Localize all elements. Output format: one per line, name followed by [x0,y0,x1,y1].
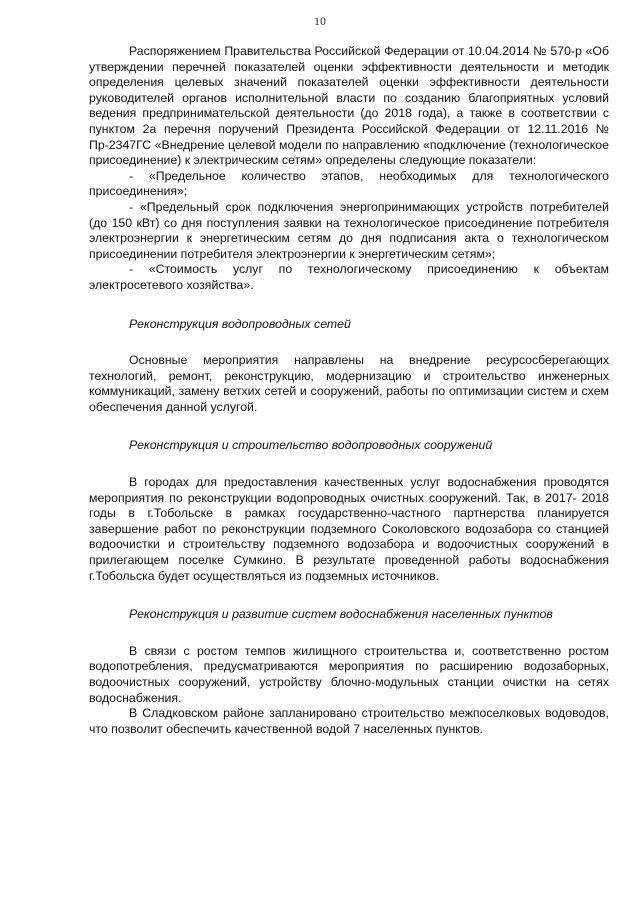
page-number: 10 [314,14,326,28]
section-paragraph: Основные мероприятия направлены на внедрение ресурсосберегающих технологий, ремонт, реконструкцию, модернизацию и строительство инженерных коммуникаций, замену ветхих сетей и сооружений, работы по оптимизации систем и схем обеспечения данной услугой. [89,353,609,414]
document-body [89,44,609,737]
section-paragraph: В связи с ростом темпов жилищного строительства и, соответственно ростом водопотребления, предусматриваются мероприятия по расширению водозаборных, водоочистных сооружений, устройству блочно-модульных станции очистки на сетях водоснабжения. [89,643,609,705]
section-heading: Реконструкция и строительство водопроводных сооружений [129,438,493,453]
section-paragraph: В городах для предоставления качественных услуг водоснабжения проводятся мероприятия по реконструкции водопроводных очистных сооружений. Так, в 2017- 2018 годы в г.Тобольске в рамках государственно-частного партнерства планируется завершение работ по реконструкции подземного Соколовского водозабора со станцией водоочистки и строительству подземного водозабора и водоочистных сооружений в прилегающем поселке Сумкино. В результате проведенной работы водоснабжения г.Тобольска будет осуществляться из подземных источников. [89,475,609,583]
intro-paragraph: Распоряжением Правительства Российской Федерации от 10.04.2014 № 570-р «Об утверждении перечней показателей оценки эффективности деятельности и методик определения целевых значений показателей оценки эффективности деятельности руководителей органов исполнительной власти по созданию благоприятных условий ведения предпринимательской деятельности (до 2018 года), а также в соответствии с пунктом 2а перечня поручений Президента Российской Федерации от 12.11.2016 № Пр-2347ГС «Внедрение целевой модели по направлению «подключение (технологическое присоединение) к электрическим сетям» определены следующие показатели: [89,44,609,168]
section-heading: Реконструкция и развитие систем водоснабжения населенных пунктов [129,607,553,622]
bullet-item: - «Стоимость услуг по технологическому присоединению к объектам электросетевого хозяйства». [89,262,609,292]
bullet-item: - «Предельный срок подключения энергопринимающих устройств потребителей (до 150 кВт) со дня поступления заявки на технологическое присоединение потребителя электроэнергии к энергетическим сетям до дня подписания акта о технологическом присоединении потребителя электроэнергии к энергетическим сетям»; [89,199,609,261]
bullet-item: - «Предельное количество этапов, необходимых для технологического присоединения»; [89,168,609,199]
section-heading: Реконструкция водопроводных сетей [129,316,351,331]
section-paragraph: В Сладковском районе запланировано строительство межпоселковых водоводов, что позволит обеспечить качественной водой 7 населенных пунктов. [89,706,609,736]
